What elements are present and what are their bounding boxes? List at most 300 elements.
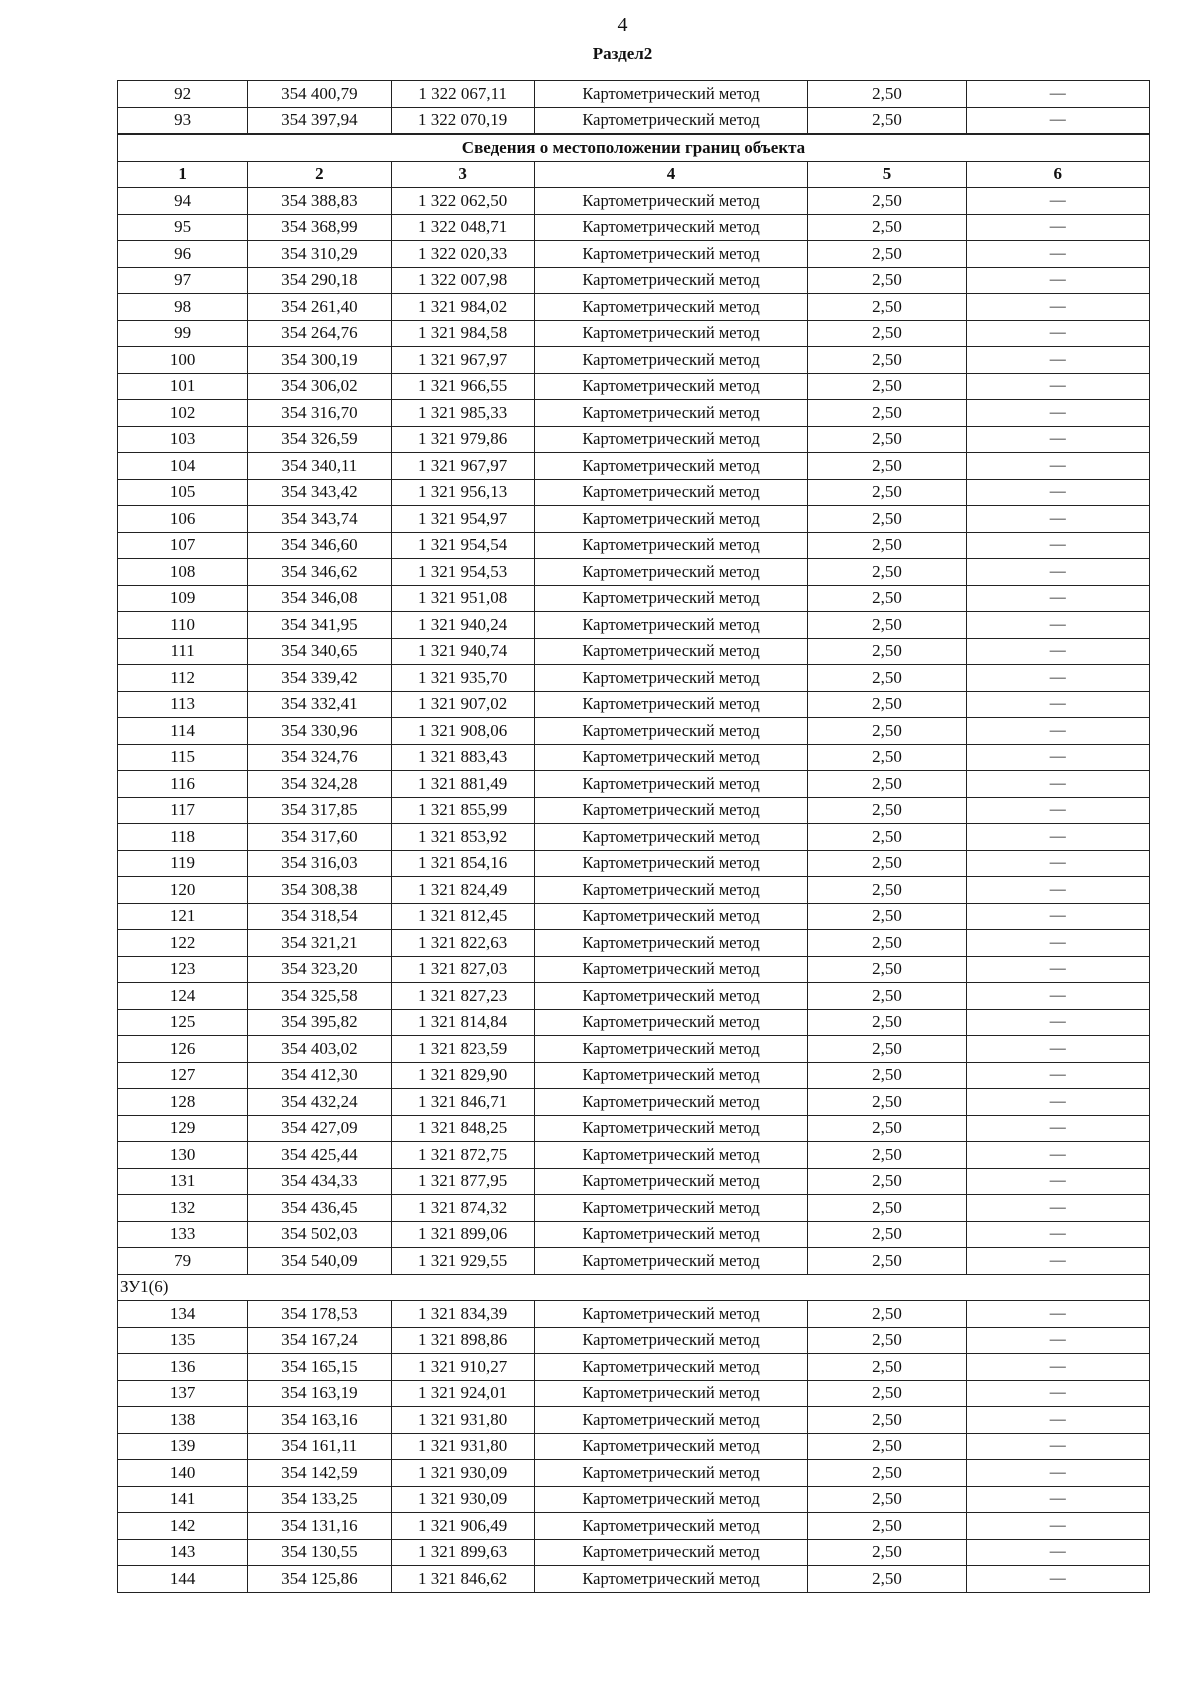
x-coordinate-cell: 354 368,99	[248, 214, 391, 241]
description-cell: —	[966, 1142, 1149, 1169]
point-number-cell: 110	[118, 612, 248, 639]
column-header: 1	[118, 161, 248, 188]
description-cell: —	[966, 1195, 1149, 1222]
method-cell: Картометрический метод	[534, 930, 808, 957]
y-coordinate-cell: 1 321 966,55	[391, 373, 534, 400]
accuracy-cell: 2,50	[808, 956, 966, 983]
point-number-cell: 139	[118, 1433, 248, 1460]
table-row	[118, 294, 1150, 321]
method-cell: Картометрический метод	[534, 903, 808, 930]
x-coordinate-cell: 354 326,59	[248, 426, 391, 453]
accuracy-cell: 2,50	[808, 983, 966, 1010]
accuracy-cell: 2,50	[808, 107, 966, 134]
method-cell: Картометрический метод	[534, 1168, 808, 1195]
y-coordinate-cell: 1 321 829,90	[391, 1062, 534, 1089]
point-number-cell: 122	[118, 930, 248, 957]
description-cell: —	[966, 453, 1149, 480]
accuracy-cell: 2,50	[808, 1168, 966, 1195]
method-cell: Картометрический метод	[534, 559, 808, 586]
accuracy-cell: 2,50	[808, 559, 966, 586]
accuracy-cell: 2,50	[808, 532, 966, 559]
accuracy-cell: 2,50	[808, 1142, 966, 1169]
method-cell: Картометрический метод	[534, 956, 808, 983]
accuracy-cell: 2,50	[808, 506, 966, 533]
point-number-cell: 116	[118, 771, 248, 798]
point-number-cell: 132	[118, 1195, 248, 1222]
y-coordinate-cell: 1 321 935,70	[391, 665, 534, 692]
section-heading-row	[118, 134, 1150, 161]
point-number-cell: 118	[118, 824, 248, 851]
accuracy-cell: 2,50	[808, 1221, 966, 1248]
method-cell: Картометрический метод	[534, 1566, 808, 1593]
y-coordinate-cell: 1 321 898,86	[391, 1327, 534, 1354]
method-cell: Картометрический метод	[534, 267, 808, 294]
accuracy-cell: 2,50	[808, 1009, 966, 1036]
point-number-cell: 130	[118, 1142, 248, 1169]
table-row	[118, 1009, 1150, 1036]
y-coordinate-cell: 1 321 881,49	[391, 771, 534, 798]
accuracy-cell: 2,50	[808, 1407, 966, 1434]
method-cell: Картометрический метод	[534, 1539, 808, 1566]
table-row	[118, 373, 1150, 400]
x-coordinate-cell: 354 425,44	[248, 1142, 391, 1169]
method-cell: Картометрический метод	[534, 453, 808, 480]
y-coordinate-cell: 1 321 814,84	[391, 1009, 534, 1036]
point-number-cell: 96	[118, 241, 248, 268]
table-row	[118, 903, 1150, 930]
accuracy-cell: 2,50	[808, 638, 966, 665]
description-cell: —	[966, 1009, 1149, 1036]
method-cell: Картометрический метод	[534, 1115, 808, 1142]
y-coordinate-cell: 1 321 931,80	[391, 1407, 534, 1434]
x-coordinate-cell: 354 163,19	[248, 1380, 391, 1407]
accuracy-cell: 2,50	[808, 373, 966, 400]
point-number-cell: 113	[118, 691, 248, 718]
description-cell: —	[966, 1327, 1149, 1354]
method-cell: Картометрический метод	[534, 797, 808, 824]
y-coordinate-cell: 1 322 020,33	[391, 241, 534, 268]
point-number-cell: 112	[118, 665, 248, 692]
point-number-cell: 120	[118, 877, 248, 904]
table-row	[118, 877, 1150, 904]
description-cell: —	[966, 744, 1149, 771]
table-row	[118, 1036, 1150, 1063]
y-coordinate-cell: 1 321 930,09	[391, 1460, 534, 1487]
x-coordinate-cell: 354 316,70	[248, 400, 391, 427]
y-coordinate-cell: 1 322 070,19	[391, 107, 534, 134]
point-number-cell: 114	[118, 718, 248, 745]
y-coordinate-cell: 1 321 812,45	[391, 903, 534, 930]
description-cell: —	[966, 585, 1149, 612]
x-coordinate-cell: 354 502,03	[248, 1221, 391, 1248]
accuracy-cell: 2,50	[808, 1089, 966, 1116]
description-cell: —	[966, 81, 1149, 108]
column-header-row	[118, 161, 1150, 188]
table-row	[118, 1089, 1150, 1116]
coordinates-table	[117, 80, 1150, 1593]
x-coordinate-cell: 354 340,11	[248, 453, 391, 480]
x-coordinate-cell: 354 343,42	[248, 479, 391, 506]
x-coordinate-cell: 354 330,96	[248, 718, 391, 745]
method-cell: Картометрический метод	[534, 426, 808, 453]
y-coordinate-cell: 1 321 834,39	[391, 1301, 534, 1328]
x-coordinate-cell: 354 317,85	[248, 797, 391, 824]
x-coordinate-cell: 354 340,65	[248, 638, 391, 665]
point-number-cell: 103	[118, 426, 248, 453]
accuracy-cell: 2,50	[808, 797, 966, 824]
table-row	[118, 1380, 1150, 1407]
x-coordinate-cell: 354 400,79	[248, 81, 391, 108]
point-number-cell: 94	[118, 188, 248, 215]
method-cell: Картометрический метод	[534, 1089, 808, 1116]
column-header: 6	[966, 161, 1149, 188]
accuracy-cell: 2,50	[808, 81, 966, 108]
description-cell: —	[966, 1486, 1149, 1513]
table-row	[118, 1566, 1150, 1593]
point-number-cell: 129	[118, 1115, 248, 1142]
table-row	[118, 1142, 1150, 1169]
x-coordinate-cell: 354 317,60	[248, 824, 391, 851]
section-title: Раздел2	[592, 44, 653, 63]
table-row	[118, 81, 1150, 108]
description-cell: —	[966, 373, 1149, 400]
method-cell: Картометрический метод	[534, 1301, 808, 1328]
accuracy-cell: 2,50	[808, 1301, 966, 1328]
point-number-cell: 117	[118, 797, 248, 824]
description-cell: —	[966, 1539, 1149, 1566]
method-cell: Картометрический метод	[534, 1221, 808, 1248]
y-coordinate-cell: 1 321 956,13	[391, 479, 534, 506]
description-cell: —	[966, 188, 1149, 215]
x-coordinate-cell: 354 324,76	[248, 744, 391, 771]
y-coordinate-cell: 1 321 931,80	[391, 1433, 534, 1460]
description-cell: —	[966, 1062, 1149, 1089]
description-cell: —	[966, 320, 1149, 347]
accuracy-cell: 2,50	[808, 1327, 966, 1354]
x-coordinate-cell: 354 339,42	[248, 665, 391, 692]
method-cell: Картометрический метод	[534, 1433, 808, 1460]
coordinates-table-body	[118, 81, 1150, 1593]
y-coordinate-cell: 1 321 883,43	[391, 744, 534, 771]
description-cell: —	[966, 877, 1149, 904]
accuracy-cell: 2,50	[808, 691, 966, 718]
method-cell: Картометрический метод	[534, 1327, 808, 1354]
point-number-cell: 115	[118, 744, 248, 771]
point-number-cell: 124	[118, 983, 248, 1010]
x-coordinate-cell: 354 142,59	[248, 1460, 391, 1487]
point-number-cell: 79	[118, 1248, 248, 1275]
x-coordinate-cell: 354 395,82	[248, 1009, 391, 1036]
y-coordinate-cell: 1 321 827,03	[391, 956, 534, 983]
accuracy-cell: 2,50	[808, 903, 966, 930]
description-cell: —	[966, 824, 1149, 851]
table-row	[118, 1195, 1150, 1222]
description-cell: —	[966, 241, 1149, 268]
table-row	[118, 612, 1150, 639]
table-row	[118, 532, 1150, 559]
table-row	[118, 1433, 1150, 1460]
point-number-cell: 136	[118, 1354, 248, 1381]
point-number-cell: 143	[118, 1539, 248, 1566]
x-coordinate-cell: 354 427,09	[248, 1115, 391, 1142]
column-header: 5	[808, 161, 966, 188]
point-number-cell: 121	[118, 903, 248, 930]
method-cell: Картометрический метод	[534, 1407, 808, 1434]
description-cell: —	[966, 1513, 1149, 1540]
accuracy-cell: 2,50	[808, 1354, 966, 1381]
method-cell: Картометрический метод	[534, 1195, 808, 1222]
description-cell: —	[966, 294, 1149, 321]
table-row	[118, 107, 1150, 134]
table-row	[118, 1460, 1150, 1487]
accuracy-cell: 2,50	[808, 824, 966, 851]
table-row	[118, 665, 1150, 692]
y-coordinate-cell: 1 321 967,97	[391, 453, 534, 480]
table-row	[118, 1407, 1150, 1434]
description-cell: —	[966, 612, 1149, 639]
table-row	[118, 1539, 1150, 1566]
table-row	[118, 1168, 1150, 1195]
method-cell: Картометрический метод	[534, 638, 808, 665]
point-number-cell: 140	[118, 1460, 248, 1487]
accuracy-cell: 2,50	[808, 1248, 966, 1275]
accuracy-cell: 2,50	[808, 453, 966, 480]
y-coordinate-cell: 1 321 848,25	[391, 1115, 534, 1142]
description-cell: —	[966, 400, 1149, 427]
point-number-cell: 137	[118, 1380, 248, 1407]
point-number-cell: 101	[118, 373, 248, 400]
method-cell: Картометрический метод	[534, 824, 808, 851]
x-coordinate-cell: 354 163,16	[248, 1407, 391, 1434]
y-coordinate-cell: 1 321 872,75	[391, 1142, 534, 1169]
y-coordinate-cell: 1 321 877,95	[391, 1168, 534, 1195]
description-cell: —	[966, 1221, 1149, 1248]
description-cell: —	[966, 267, 1149, 294]
accuracy-cell: 2,50	[808, 214, 966, 241]
method-cell: Картометрический метод	[534, 241, 808, 268]
table-row	[118, 214, 1150, 241]
point-number-cell: 109	[118, 585, 248, 612]
description-cell: —	[966, 1168, 1149, 1195]
description-cell: —	[966, 1460, 1149, 1487]
table-row	[118, 1115, 1150, 1142]
description-cell: —	[966, 691, 1149, 718]
x-coordinate-cell: 354 346,62	[248, 559, 391, 586]
table-row	[118, 930, 1150, 957]
accuracy-cell: 2,50	[808, 320, 966, 347]
description-cell: —	[966, 665, 1149, 692]
description-cell: —	[966, 1354, 1149, 1381]
x-coordinate-cell: 354 403,02	[248, 1036, 391, 1063]
point-number-cell: 125	[118, 1009, 248, 1036]
method-cell: Картометрический метод	[534, 188, 808, 215]
accuracy-cell: 2,50	[808, 930, 966, 957]
point-number-cell: 141	[118, 1486, 248, 1513]
section-heading: Сведения о местоположении границ объекта	[118, 134, 1150, 161]
description-cell: —	[966, 850, 1149, 877]
description-cell: —	[966, 1089, 1149, 1116]
accuracy-cell: 2,50	[808, 612, 966, 639]
x-coordinate-cell: 354 308,38	[248, 877, 391, 904]
x-coordinate-cell: 354 388,83	[248, 188, 391, 215]
point-number-cell: 99	[118, 320, 248, 347]
table-row	[118, 797, 1150, 824]
table-row	[118, 956, 1150, 983]
y-coordinate-cell: 1 321 929,55	[391, 1248, 534, 1275]
y-coordinate-cell: 1 321 824,49	[391, 877, 534, 904]
table-row	[118, 1513, 1150, 1540]
y-coordinate-cell: 1 321 930,09	[391, 1486, 534, 1513]
page-number: 4	[617, 14, 628, 36]
accuracy-cell: 2,50	[808, 665, 966, 692]
y-coordinate-cell: 1 322 062,50	[391, 188, 534, 215]
x-coordinate-cell: 354 540,09	[248, 1248, 391, 1275]
description-cell: —	[966, 1248, 1149, 1275]
accuracy-cell: 2,50	[808, 744, 966, 771]
description-cell: —	[966, 1566, 1149, 1593]
table-row	[118, 267, 1150, 294]
table-row	[118, 400, 1150, 427]
y-coordinate-cell: 1 321 954,53	[391, 559, 534, 586]
description-cell: —	[966, 956, 1149, 983]
point-number-cell: 104	[118, 453, 248, 480]
y-coordinate-cell: 1 322 067,11	[391, 81, 534, 108]
description-cell: —	[966, 347, 1149, 374]
y-coordinate-cell: 1 321 985,33	[391, 400, 534, 427]
table-row	[118, 479, 1150, 506]
point-number-cell: 119	[118, 850, 248, 877]
method-cell: Картометрический метод	[534, 691, 808, 718]
method-cell: Картометрический метод	[534, 1248, 808, 1275]
method-cell: Картометрический метод	[534, 81, 808, 108]
description-cell: —	[966, 214, 1149, 241]
column-header: 4	[534, 161, 808, 188]
accuracy-cell: 2,50	[808, 188, 966, 215]
description-cell: —	[966, 983, 1149, 1010]
x-coordinate-cell: 354 332,41	[248, 691, 391, 718]
table-row	[118, 983, 1150, 1010]
accuracy-cell: 2,50	[808, 267, 966, 294]
description-cell: —	[966, 532, 1149, 559]
method-cell: Картометрический метод	[534, 744, 808, 771]
method-cell: Картометрический метод	[534, 1380, 808, 1407]
y-coordinate-cell: 1 321 822,63	[391, 930, 534, 957]
x-coordinate-cell: 354 323,20	[248, 956, 391, 983]
point-number-cell: 105	[118, 479, 248, 506]
x-coordinate-cell: 354 341,95	[248, 612, 391, 639]
table-row	[118, 744, 1150, 771]
x-coordinate-cell: 354 346,60	[248, 532, 391, 559]
method-cell: Картометрический метод	[534, 506, 808, 533]
table-row	[118, 850, 1150, 877]
x-coordinate-cell: 354 261,40	[248, 294, 391, 321]
x-coordinate-cell: 354 432,24	[248, 1089, 391, 1116]
x-coordinate-cell: 354 343,74	[248, 506, 391, 533]
y-coordinate-cell: 1 321 823,59	[391, 1036, 534, 1063]
group-label-row	[118, 1274, 1150, 1301]
method-cell: Картометрический метод	[534, 665, 808, 692]
accuracy-cell: 2,50	[808, 1513, 966, 1540]
point-number-cell: 92	[118, 81, 248, 108]
point-number-cell: 144	[118, 1566, 248, 1593]
x-coordinate-cell: 354 264,76	[248, 320, 391, 347]
table-row	[118, 1354, 1150, 1381]
description-cell: —	[966, 479, 1149, 506]
y-coordinate-cell: 1 321 874,32	[391, 1195, 534, 1222]
x-coordinate-cell: 354 397,94	[248, 107, 391, 134]
method-cell: Картометрический метод	[534, 1142, 808, 1169]
accuracy-cell: 2,50	[808, 1062, 966, 1089]
method-cell: Картометрический метод	[534, 1460, 808, 1487]
description-cell: —	[966, 1407, 1149, 1434]
y-coordinate-cell: 1 321 854,16	[391, 850, 534, 877]
x-coordinate-cell: 354 324,28	[248, 771, 391, 798]
x-coordinate-cell: 354 178,53	[248, 1301, 391, 1328]
method-cell: Картометрический метод	[534, 1062, 808, 1089]
method-cell: Картометрический метод	[534, 612, 808, 639]
method-cell: Картометрический метод	[534, 1486, 808, 1513]
point-number-cell: 108	[118, 559, 248, 586]
table-row	[118, 1301, 1150, 1328]
y-coordinate-cell: 1 321 907,02	[391, 691, 534, 718]
point-number-cell: 98	[118, 294, 248, 321]
y-coordinate-cell: 1 321 846,71	[391, 1089, 534, 1116]
method-cell: Картометрический метод	[534, 1354, 808, 1381]
table-row	[118, 453, 1150, 480]
point-number-cell: 123	[118, 956, 248, 983]
point-number-cell: 97	[118, 267, 248, 294]
accuracy-cell: 2,50	[808, 1539, 966, 1566]
description-cell: —	[966, 930, 1149, 957]
y-coordinate-cell: 1 321 855,99	[391, 797, 534, 824]
method-cell: Картометрический метод	[534, 479, 808, 506]
table-row	[118, 188, 1150, 215]
accuracy-cell: 2,50	[808, 294, 966, 321]
y-coordinate-cell: 1 321 853,92	[391, 824, 534, 851]
y-coordinate-cell: 1 321 940,24	[391, 612, 534, 639]
x-coordinate-cell: 354 300,19	[248, 347, 391, 374]
method-cell: Картометрический метод	[534, 771, 808, 798]
y-coordinate-cell: 1 321 984,02	[391, 294, 534, 321]
y-coordinate-cell: 1 321 899,06	[391, 1221, 534, 1248]
x-coordinate-cell: 354 133,25	[248, 1486, 391, 1513]
description-cell: —	[966, 426, 1149, 453]
method-cell: Картометрический метод	[534, 214, 808, 241]
point-number-cell: 107	[118, 532, 248, 559]
y-coordinate-cell: 1 321 940,74	[391, 638, 534, 665]
table-row	[118, 824, 1150, 851]
accuracy-cell: 2,50	[808, 400, 966, 427]
point-number-cell: 134	[118, 1301, 248, 1328]
column-header: 2	[248, 161, 391, 188]
x-coordinate-cell: 354 318,54	[248, 903, 391, 930]
method-cell: Картометрический метод	[534, 347, 808, 374]
y-coordinate-cell: 1 321 951,08	[391, 585, 534, 612]
y-coordinate-cell: 1 321 846,62	[391, 1566, 534, 1593]
description-cell: —	[966, 506, 1149, 533]
table-row	[118, 559, 1150, 586]
point-number-cell: 128	[118, 1089, 248, 1116]
description-cell: —	[966, 903, 1149, 930]
table-row	[118, 1486, 1150, 1513]
point-number-cell: 111	[118, 638, 248, 665]
y-coordinate-cell: 1 321 910,27	[391, 1354, 534, 1381]
point-number-cell: 133	[118, 1221, 248, 1248]
table-row	[118, 426, 1150, 453]
description-cell: —	[966, 638, 1149, 665]
x-coordinate-cell: 354 436,45	[248, 1195, 391, 1222]
point-number-cell: 131	[118, 1168, 248, 1195]
